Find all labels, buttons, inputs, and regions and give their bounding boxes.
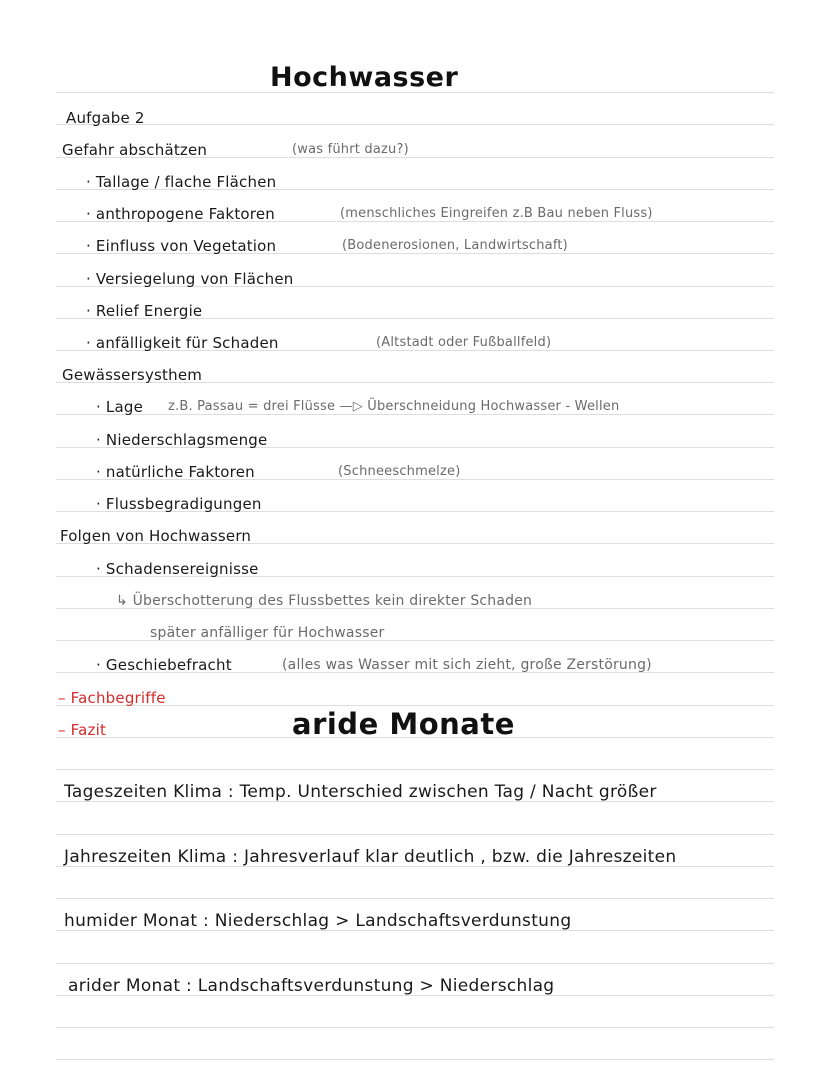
danger-item: · anfälligkeit für Schaden — [86, 334, 279, 352]
consequences-subitem: später anfälliger für Hochwasser — [150, 625, 385, 641]
section-title: aride Monate — [292, 707, 515, 741]
definition-line: arider Monat : Landschaftsverdunstung > Niederschlag — [68, 976, 555, 996]
rule-line — [56, 1027, 774, 1028]
todo-item: – Fachbegriffe — [58, 689, 166, 707]
page-title: Hochwasser — [270, 62, 459, 93]
danger-note: (was führt dazu?) — [292, 142, 409, 157]
rule-line — [56, 124, 774, 125]
water-system-item: · Lage — [96, 398, 144, 416]
danger-item: · anthropogene Faktoren — [86, 205, 275, 223]
rule-line — [56, 963, 774, 964]
definition-line: Tageszeiten Klima : Temp. Unterschied zwischen Tag / Nacht größer — [64, 782, 657, 802]
danger-item: · Versiegelung von Flächen — [86, 270, 294, 288]
water-system-item: · Flussbegradigungen — [96, 495, 262, 513]
consequences-heading: Folgen von Hochwassern — [60, 527, 252, 545]
danger-heading: Gefahr abschätzen — [62, 141, 208, 159]
consequences-subitem: ↳ Überschotterung des Flussbettes kein direkter Schaden — [116, 593, 533, 609]
rule-line — [56, 898, 774, 899]
consequences-item: · Schadensereignisse — [96, 560, 259, 578]
rule-line — [56, 1059, 774, 1060]
consequences-item-note: (alles was Wasser mit sich zieht, große Zerstörung) — [282, 657, 652, 673]
task-heading: Aufgabe 2 — [66, 109, 145, 127]
water-system-item: · Niederschlagsmenge — [96, 431, 268, 449]
water-system-item-note: (Schneeschmelze) — [338, 464, 461, 479]
water-system-item: · natürliche Faktoren — [96, 463, 255, 481]
danger-item-note: (Altstadt oder Fußballfeld) — [376, 335, 552, 350]
todo-item: – Fazit — [58, 721, 107, 739]
danger-item-note: (Bodenerosionen, Landwirtschaft) — [342, 238, 568, 253]
consequences-item: · Geschiebefracht — [96, 656, 232, 674]
definition-line: Jahreszeiten Klima : Jahresverlauf klar deutlich , bzw. die Jahreszeiten — [64, 847, 677, 867]
definition-line: humider Monat : Niederschlag > Landschaftsverdunstung — [64, 911, 572, 931]
danger-item: · Relief Energie — [86, 302, 203, 320]
rule-line — [56, 834, 774, 835]
danger-item-note: (menschliches Eingreifen z.B Bau neben Fluss) — [340, 206, 653, 221]
danger-item: · Einfluss von Vegetation — [86, 237, 277, 255]
water-system-heading: Gewässersysthem — [62, 366, 203, 384]
danger-item: · Tallage / flache Flächen — [86, 173, 277, 191]
rule-line — [56, 769, 774, 770]
water-system-item-note: z.B. Passau = drei Flüsse —▷ Überschneidung Hochwasser - Wellen — [168, 399, 620, 414]
